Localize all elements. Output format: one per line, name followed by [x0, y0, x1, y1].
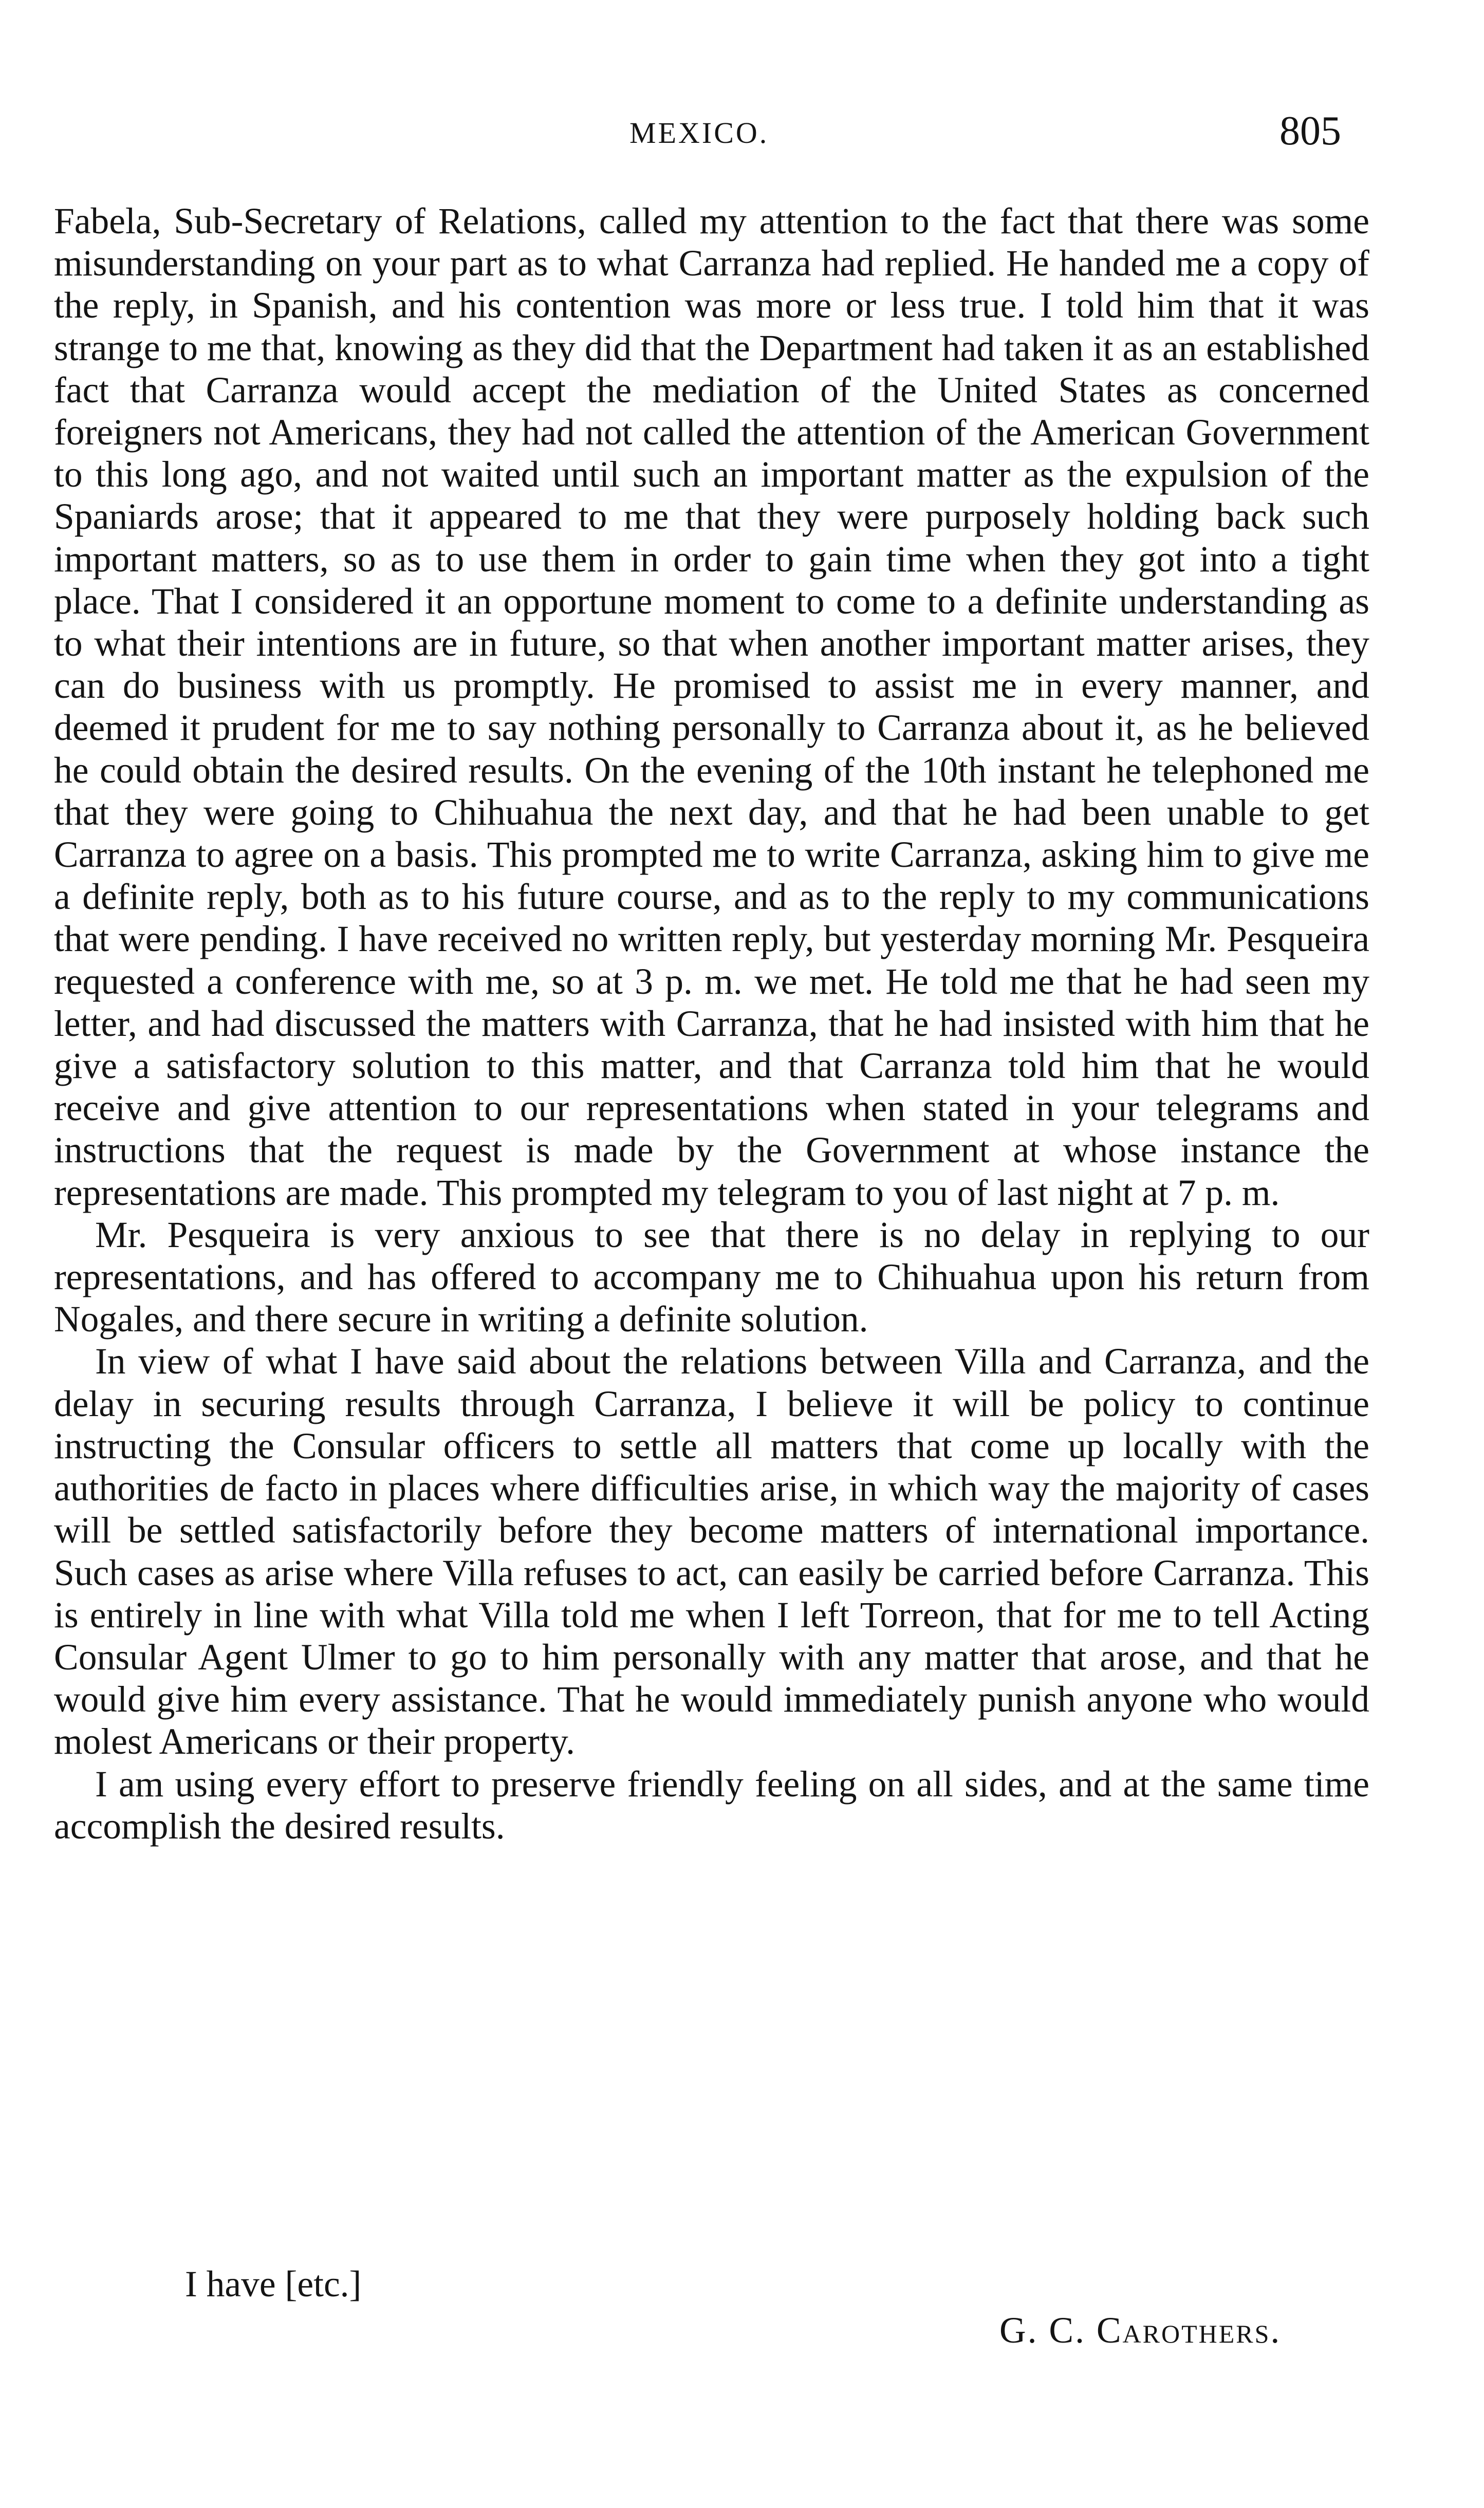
paragraph-2: Mr. Pesqueira is very anxious to see that there is no delay in replying to our representations, and has offered to accompany me to Chihuahua upon his return from Nogales, and there secure in writing a definite solution.: [54, 1214, 1369, 1340]
closing-formula: I have [etc.]: [185, 2264, 362, 2305]
paragraph-4: I am using every effort to preserve friendly feeling on all sides, and at the same time accomplish the desired results.: [54, 1763, 1369, 1847]
signature: G. C. Carothers.: [999, 2310, 1282, 2351]
running-head: MEXICO.: [629, 116, 769, 150]
letter-body: [54, 200, 1369, 1848]
paragraph-1: Fabela, Sub-Secretary of Relations, called my attention to the fact that there was some misunderstanding on your part as to what Carranza had replied. He handed me a copy of the reply, in Spanish, and his contention was more or less true. I told him that it was strange to me that, knowing as they did that the Department had taken it as an established fact that Carranza would accept the mediation of the United States as concerned foreigners not Americans, they had not called the attention of the American Government to this long ago, and not waited until such an important matter as the expulsion of the Spaniards arose; that it appeared to me that they were purposely holding back such important matters, so as to use them in order to gain time when they got into a tight place. That I considered it an opportune moment to come to a definite understanding as to what their intentions are in future, so that when another important matter arises, they can do business with us promptly. He promised to assist me in every manner, and deemed it prudent for me to say nothing personally to Carranza about it, as he believed he could obtain the desired results. On the evening of the 10th instant he telephoned me that they were going to Chihuahua the next day, and that he had been unable to get Carranza to agree on a basis. This prompted me to write Carranza, asking him to give me a definite reply, both as to his future course, and as to the reply to my communications that were pending. I have received no written reply, but yesterday morning Mr. Pesqueira requested a conference with me, so at 3 p. m. we met. He told me that he had seen my letter, and had discussed the matters with Carranza, that he had insisted with him that he give a satisfactory solution to this matter, and that Carranza told him that he would receive and give attention to our representations when stated in your telegrams and instructions that the request is made by the Government at whose instance the representations are made. This prompted my telegram to you of last night at 7 p. m.: [54, 201, 1369, 1213]
page-number: 805: [1279, 108, 1341, 154]
paragraph-3: In view of what I have said about the relations between Villa and Carranza, and the delay in securing results through Carranza, I believe it will be policy to continue instructing the Consular officers to settle all matters that come up locally with the authorities de facto in places where difficulties arise, in which way the majority of cases will be settled satisfactorily before they become matters of international importance. Such cases as arise where Villa refuses to act, can easily be carried before Carranza. This is entirely in line with what Villa told me when I left Torreon, that for me to tell Acting Consular Agent Ulmer to go to him personally with any matter that arose, and that he would give him every assistance. That he would immediately punish anyone who would molest Americans or their property.: [54, 1341, 1369, 1762]
